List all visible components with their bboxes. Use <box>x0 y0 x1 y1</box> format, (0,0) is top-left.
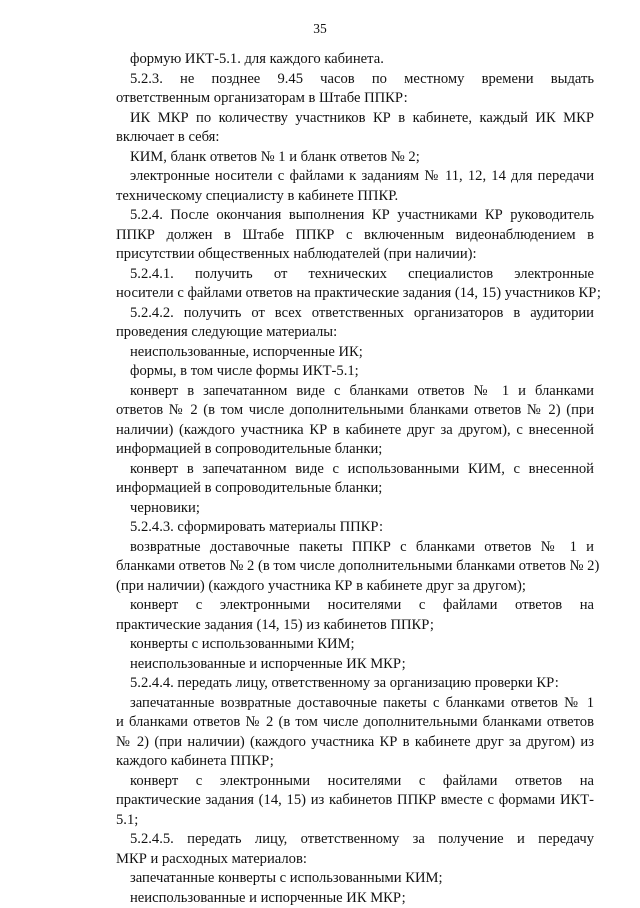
text-line: КИМ, бланк ответов № 1 и бланк ответов № 2; <box>116 148 594 168</box>
text-line: практические задания (14, 15) из кабинетов ППКР вместе с формами ИКТ- <box>116 791 594 811</box>
text-line: носители с файлами ответов на практические задания (14, 15) участников КР; <box>116 284 594 304</box>
text-line: 5.2.4.3. сформировать материалы ППКР: <box>116 518 594 538</box>
text-line: конверты с использованными КИМ; <box>116 635 594 655</box>
text-line: 5.2.4.4. передать лицу, ответственному за организацию проверки КР: <box>116 674 594 694</box>
text-line: 5.2.4. После окончания выполнения КР участниками КР руководитель <box>116 206 594 226</box>
text-line: включает в себя: <box>116 128 594 148</box>
text-line: 5.2.4.1. получить от технических специалистов электронные <box>116 265 594 285</box>
text-line: 5.2.4.2. получить от всех ответственных организаторов в аудитории <box>116 304 594 324</box>
text-line: неиспользованные, испорченные ИК; <box>116 343 594 363</box>
text-line: и бланками ответов № 2 (в том числе дополнительными бланками ответов <box>116 713 594 733</box>
text-line: ответственным организаторам в Штабе ППКР: <box>116 89 594 109</box>
text-line: электронные носители с файлами к заданиям № 11, 12, 14 для передачи <box>116 167 594 187</box>
text-line: (при наличии) (каждого участника КР в кабинете друг за другом); <box>116 577 594 597</box>
text-line: ППКР должен в Штабе ППКР с включенным видеонаблюдением в <box>116 226 594 246</box>
text-line: МКР и расходных материалов: <box>116 850 594 870</box>
text-line: бланками ответов № 2 (в том числе дополнительными бланками ответов № 2) <box>116 557 594 577</box>
text-line: № 2) (при наличии) (каждого участника КР в кабинете друг за другом) из <box>116 733 594 753</box>
text-line: информацией в сопроводительные бланки; <box>116 440 594 460</box>
text-line: черновики; <box>116 499 594 519</box>
document-body <box>116 50 594 908</box>
text-line: конверт с электронными носителями с файлами ответов на <box>116 772 594 792</box>
text-line: неиспользованные и испорченные ИК МКР; <box>116 889 594 908</box>
page-number: 35 <box>0 21 640 37</box>
text-line: 5.1; <box>116 811 594 831</box>
text-line: неиспользованные и испорченные ИК МКР; <box>116 655 594 675</box>
text-line: запечатанные конверты с использованными КИМ; <box>116 869 594 889</box>
text-line: запечатанные возвратные доставочные пакеты с бланками ответов № 1 <box>116 694 594 714</box>
text-line: проведения следующие материалы: <box>116 323 594 343</box>
text-line: каждого кабинета ППКР; <box>116 752 594 772</box>
text-line: 5.2.4.5. передать лицу, ответственному за получение и передачу <box>116 830 594 850</box>
text-line: техническому специалисту в кабинете ППКР. <box>116 187 594 207</box>
text-line: возвратные доставочные пакеты ППКР с бланками ответов № 1 и <box>116 538 594 558</box>
text-line: ответов № 2 (в том числе дополнительными бланками ответов № 2) (при <box>116 401 594 421</box>
text-line: ИК МКР по количеству участников КР в кабинете, каждый ИК МКР <box>116 109 594 129</box>
text-line: присутствии общественных наблюдателей (при наличии): <box>116 245 594 265</box>
text-line: наличии) (каждого участника КР в кабинете друг за другом), с внесенной <box>116 421 594 441</box>
text-line: конверт с электронными носителями с файлами ответов на <box>116 596 594 616</box>
text-line: конверт в запечатанном виде с использованными КИМ, с внесенной <box>116 460 594 480</box>
text-line: конверт в запечатанном виде с бланками ответов № 1 и бланками <box>116 382 594 402</box>
text-line: информацией в сопроводительные бланки; <box>116 479 594 499</box>
text-line: практические задания (14, 15) из кабинетов ППКР; <box>116 616 594 636</box>
text-line: формы, в том числе формы ИКТ-5.1; <box>116 362 594 382</box>
text-line: 5.2.3. не позднее 9.45 часов по местному времени выдать <box>116 70 594 90</box>
text-line: формую ИКТ-5.1. для каждого кабинета. <box>116 50 594 70</box>
